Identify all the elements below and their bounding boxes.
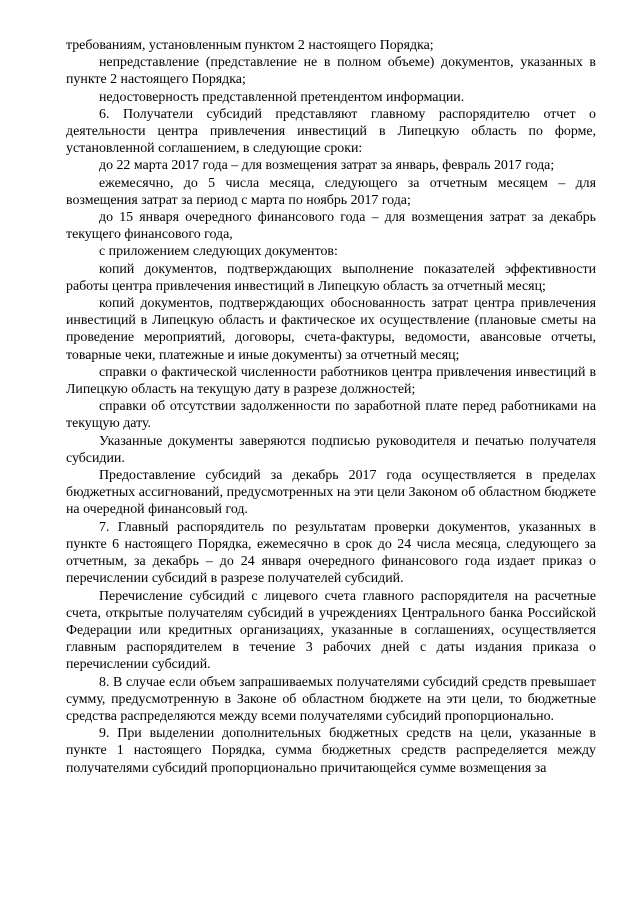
paragraph: 8. В случае если объем запрашиваемых получателями субсидий средств превышает сумму, предусмотренную в Законе об областном бюджете на эти цели, то бюджетные средства распределяются между всеми получателями субсидий пропорционально. [66,674,596,724]
paragraph: 6. Получатели субсидий представляют главному распорядителю отчет о деятельности центра привлечения инвестиций в Липецкую область по форме, установленной соглашением, в следующие сроки: [66,106,596,157]
paragraph: требованиям, установленным пунктом 2 настоящего Порядка; [66,38,434,53]
paragraph: копий документов, подтверждающих обоснованность затрат центра привлечения инвестиций в Липецкую область и фактическое их осуществление (плановые сметы на проведение мероприятий, договоры, счета-фактуры, ведомости, авансовые отчеты, товарные чеки, платежные и иные документы) за отчетный месяц; [66,296,596,363]
paragraph: 9. При выделении дополнительных бюджетных средств на цели, указанные в пункте 1 настоящего Порядка, сумма бюджетных средств распределяется между получателями субсидий пропорционально причитающейся сумме возмещения за [66,726,596,776]
paragraph: Предоставление субсидий за декабрь 2017 года осуществляется в пределах бюджетных ассигнований, предусмотренных на эти цели Законом об областном бюджете на очередной финансовый год. [66,468,596,518]
paragraph: Указанные документы заверяются подписью руководителя и печатью получателя субсидии. [66,433,596,466]
paragraph: до 15 января очередного финансового года – для возмещения затрат за декабрь текущего финансового года, [66,210,596,243]
paragraph: с приложением следующих документов: [99,244,338,260]
paragraph: до 22 марта 2017 года – для возмещения затрат за январь, февраль 2017 года; [99,158,555,174]
paragraph: Перечисление субсидий с лицевого счета главного распорядителя на расчетные счета, открытые получателям субсидий в учреждениях Центрального банка Российской Федерации или кредитных организациях, указанные в соглашениях, осуществляется главным распорядителем в течение 3 рабочих дней с даты издания приказа о перечислении субсидий. [66,588,596,673]
paragraph: непредставление (представление не в полном объеме) документов, указанных в пункте 2 настоящего Порядка; [66,55,596,88]
paragraph: копий документов, подтверждающих выполнение показателей эффективности работы центра привлечения инвестиций в Липецкую область за отчетный месяц; [66,261,596,294]
paragraph: справки о фактической численности работников центра привлечения инвестиций в Липецкую область на текущую дату в разрезе должностей; [66,364,596,398]
paragraph: недостоверность представленной претендентом информации. [99,89,465,105]
paragraph: ежемесячно, до 5 числа месяца, следующего за отчетным месяцем – для возмещения затрат за период с марта по ноябрь 2017 года; [66,175,596,208]
document-page [66,37,596,777]
paragraph: 7. Главный распорядитель по результатам проверки документов, указанных в пункте 6 настоящего Порядка, ежемесячно в срок до 24 числа месяца, следующего за отчетным, за декабрь – до 24 января очередного финансового года издает приказ о перечислении субсидий в разрезе получателей субсидий. [66,519,596,587]
paragraph: справки об отсутствии задолженности по заработной плате перед работниками на текущую дату. [66,399,596,432]
